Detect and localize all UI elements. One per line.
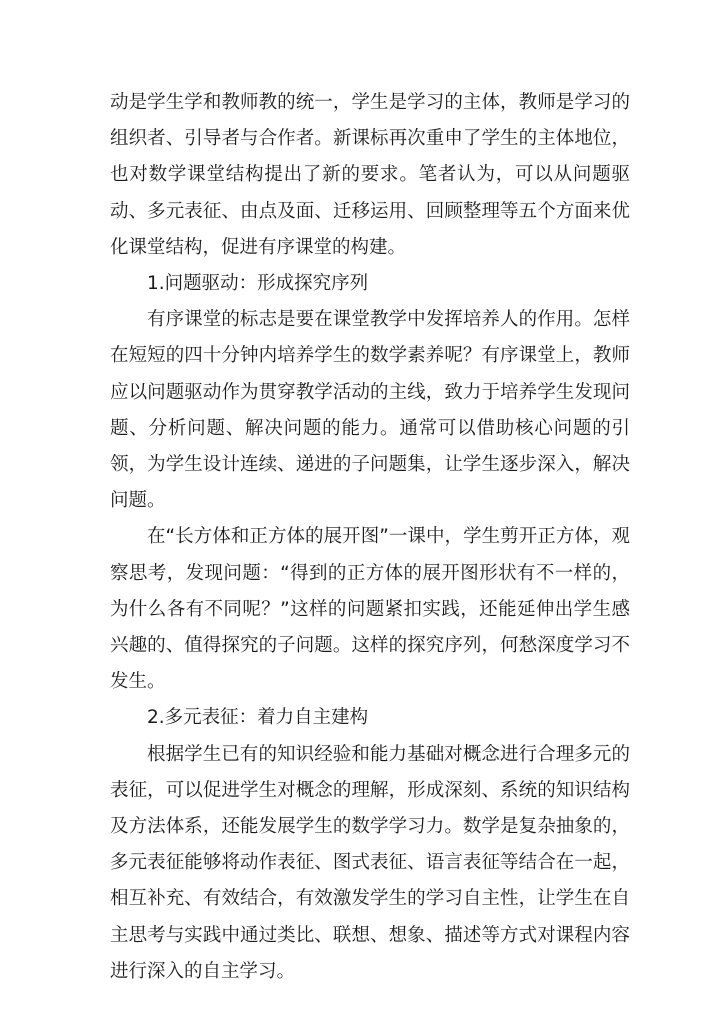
section-heading-2: 2.多元表征：着力自主建构 xyxy=(147,707,369,729)
document-page xyxy=(110,85,630,990)
intro-paragraph: 动是学生学和教师教的统一，学生是学习的主体，教师是学习的组织者、引导者与合作者。新课标再次重申了学生的主体地位，也对数学课堂结构提出了新的要求。笔者认为，可以从问题驱动、多元表征、由点及面、迁移运用、回顾整理等五个方面来优化课堂结构，促进有序课堂的构建。 xyxy=(110,92,630,258)
section-2-paragraph-1: 根据学生已有的知识经验和能力基础对概念进行合理多元的表征，可以促进学生对概念的理解，形成深刻、系统的知识结构及方法体系，还能发展学生的数学学习力。数学是复杂抽象的，多元表征能够将动作表征、图式表征、语言表征等结合在一起，相互补充、有效结合，有效激发学生的学习自主性，让学生在自主思考与实践中通过类比、联想、想象、描述等方式对课程内容进行深入的自主学习。 xyxy=(110,743,630,982)
section-1-paragraph-2: 在“长方体和正方体的展开图”一课中，学生剪开正方体，观察思考，发现问题：“得到的正方体的展开图形状有不一样的，为什么各有不同呢？”这样的问题紧扣实践，还能延伸出学生感兴趣的、值得探究的子问题。这样的探究序列，何愁深度学习不发生。 xyxy=(110,526,630,693)
section-1-paragraph-1: 有序课堂的标志是要在课堂教学中发挥培养人的作用。怎样在短短的四十分钟内培养学生的数学素养呢？有序课堂上，教师应以问题驱动作为贯穿教学活动的主线，致力于培养学生发现问题、分析问题、解决问题的能力。通常可以借助核心问题的引领，为学生设计连续、递进的子问题集，让学生逐步深入，解决问题。 xyxy=(110,309,630,512)
section-heading-1: 1.问题驱动：形成探究序列 xyxy=(147,273,369,295)
